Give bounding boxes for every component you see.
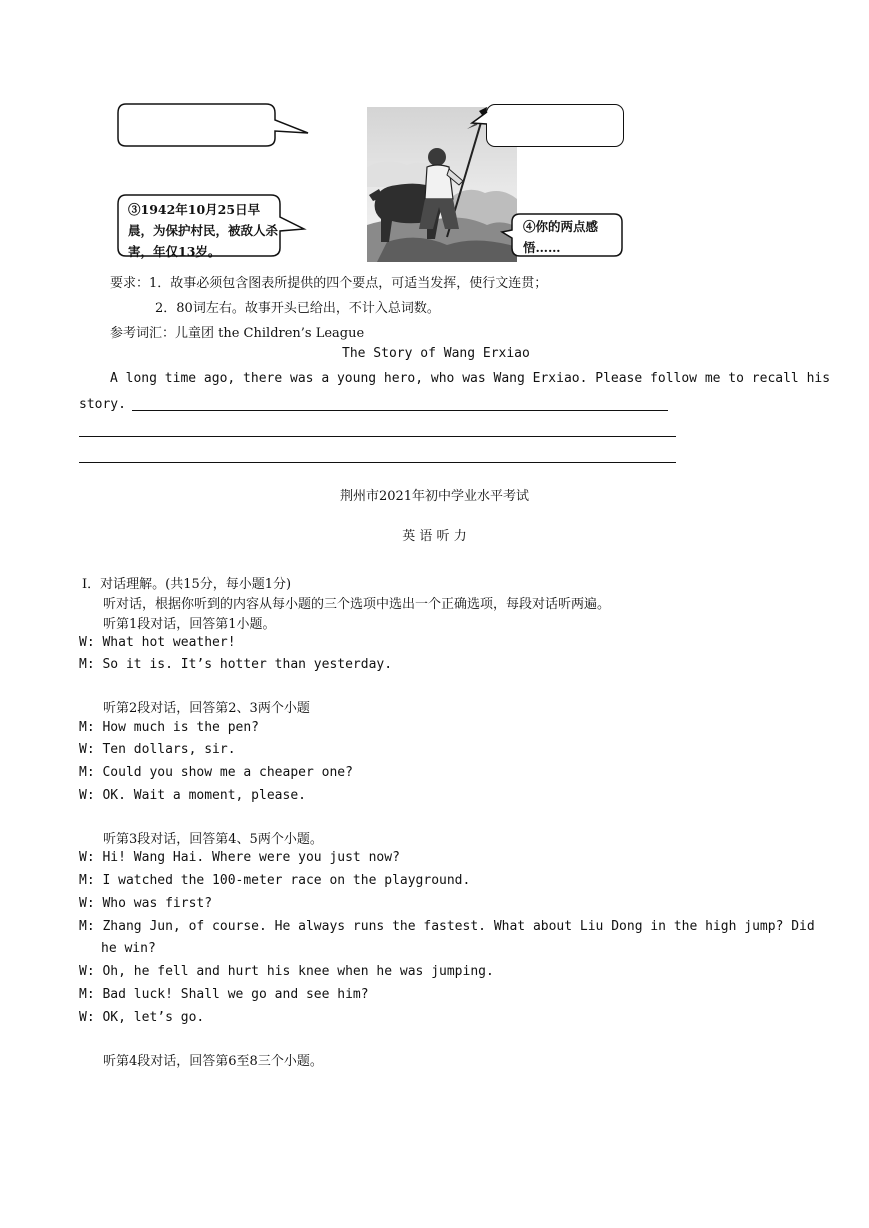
dialogue-1-line: W: What hot weather!: [79, 635, 236, 650]
exam-subtitle: 英 语 听 力: [402, 529, 467, 544]
story-opening-line-2: story.: [79, 397, 126, 412]
speech-bubble-2-tail: [470, 108, 492, 130]
writing-line-1[interactable]: [132, 410, 668, 411]
dialogue-4-intro: 听第4段对话，回答第6至8三个小题。: [103, 1054, 323, 1069]
reference-vocabulary: 参考词汇：儿童团 the Children’s League: [110, 326, 365, 341]
section-1-instruction: 听对话，根据你听到的内容从每小题的三个选项中选出一个正确选项，每段对话听两遍。: [103, 597, 611, 612]
speech-bubble-3-text: ③1942年10月25日早晨，为保护村民，被敌人杀害，年仅13岁。: [128, 202, 279, 259]
writing-line-3[interactable]: [79, 462, 676, 463]
exam-title: 荆州市2021年初中学业水平考试: [339, 489, 530, 504]
dialogue-3-line: W: Hi! Wang Hai. Where were you just now?: [79, 850, 400, 865]
dialogue-3-line: W: OK, let’s go.: [79, 1010, 205, 1025]
dialogue-3-line: W: Who was first?: [79, 896, 213, 911]
speech-bubble-1: [116, 102, 316, 150]
dialogue-2-line: W: OK. Wait a moment, please.: [79, 788, 306, 803]
dialogue-1-intro: 听第1段对话，回答第1小题。: [103, 617, 276, 632]
story-title: The Story of Wang Erxiao: [342, 346, 530, 361]
dialogue-3-line: M: Zhang Jun, of course. He always runs the fastest. What about Liu Dong in the high jump? Did: [79, 919, 815, 934]
section-1-heading: Ⅰ．对话理解。(共15分，每小题1分): [82, 577, 292, 592]
requirement-line-1: 要求：1．故事必须包含图表所提供的四个要点，可适当发挥，使行文连贯；: [110, 276, 548, 291]
dialogue-3-line: M: Bad luck! Shall we go and see him?: [79, 987, 369, 1002]
story-opening-line-1: A long time ago, there was a young hero, who was Wang Erxiao. Please follow me to recall his: [110, 371, 831, 386]
dialogue-2-line: M: How much is the pen?: [79, 720, 260, 735]
dialogue-2-line: M: Could you show me a cheaper one?: [79, 765, 353, 780]
writing-line-2[interactable]: [79, 436, 676, 437]
dialogue-3-line: M: I watched the 100-meter race on the playground.: [79, 873, 471, 888]
dialogue-3-intro: 听第3段对话，回答第4、5两个小题。: [103, 832, 323, 847]
dialogue-1-line: M: So it is. It’s hotter than yesterday.: [79, 657, 393, 672]
dialogue-3-line: he win?: [101, 941, 156, 956]
requirement-line-2: 2．80词左右。故事开头已给出，不计入总词数。: [155, 301, 440, 316]
speech-bubble-4-text: ④你的两点感悟……: [523, 219, 599, 255]
speech-bubble-2: [486, 104, 624, 147]
dialogue-2-line: W: Ten dollars, sir.: [79, 742, 236, 757]
dialogue-3-line: W: Oh, he fell and hurt his knee when he was jumping.: [79, 964, 494, 979]
dialogue-2-intro: 听第2段对话，回答第2、3两个小题: [103, 701, 310, 716]
